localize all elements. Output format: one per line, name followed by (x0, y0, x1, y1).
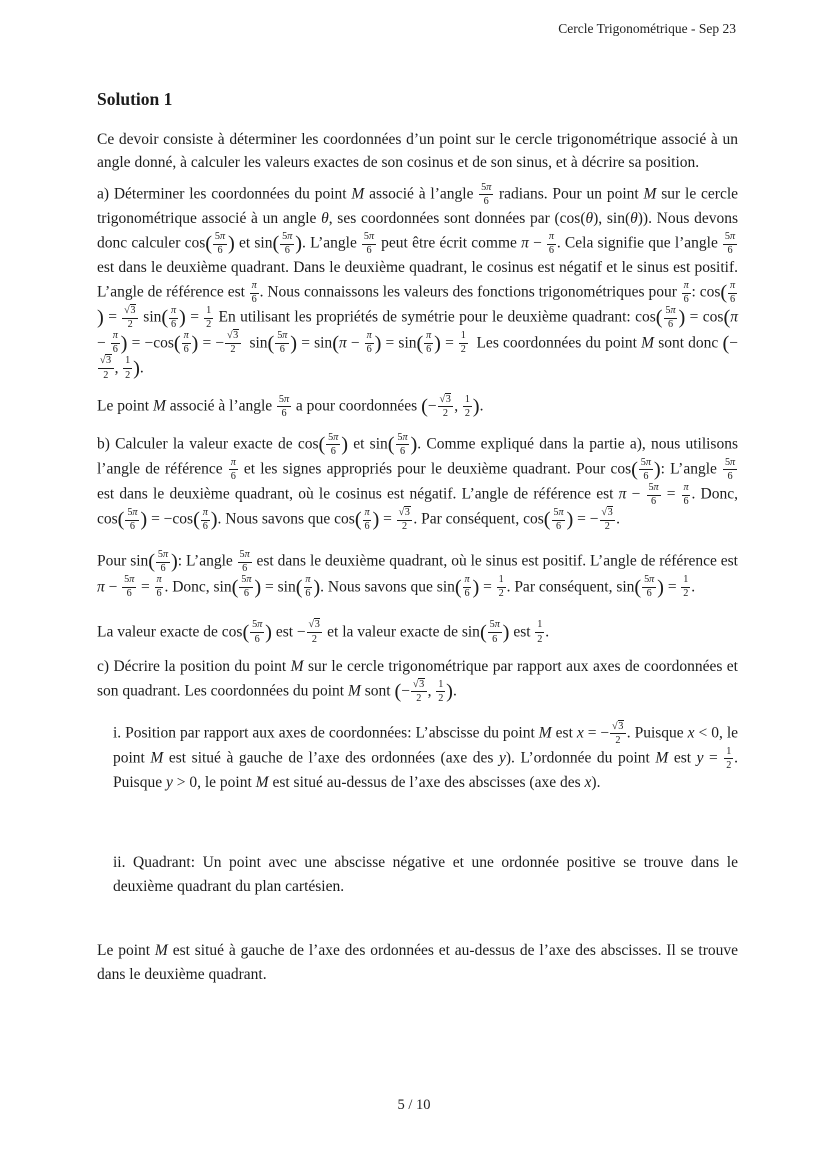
paragraph-part-b-cos: b) Calculer la valeur exacte de cos( $\frac{5\pi}{6}$ ) et sin( $\frac{5\pi}{6}$ ). Comme expliqué dans la partie a), nous utilisons l’angle de référence $\frac{\pi}{6}$ et les signes appropriés pour le deuxième quadrant. Pour cos( $\frac{5\pi}{6}$ ): L’angle $\frac{5\pi}{6}$ est dans le deuxième quadrant, où le cosinus est négatif. L’angle de référence est π − $\frac{5\pi}{6}$ = $\frac{\pi}{6}$ . Donc, cos( $\frac{5\pi}{6}$ ) = −cos( $\frac{\pi}{6}$ ). Nous savons que cos( $\frac{\pi}{6}$ ) = $\frac{√3}{2}$ . Par conséquent, cos( $\frac{5\pi}{6}$ ) = − $\frac{√3}{2}$ . (97, 431, 738, 533)
paragraph-part-b-sin: Pour sin( $\frac{5\pi}{6}$ ): L’angle $\frac{5\pi}{6}$ est dans le deuxième quadrant, où le sinus est positif. L’angle de référence est π − $\frac{5\pi}{6}$ = $\frac{\pi}{6}$ . Donc, sin( $\frac{5\pi}{6}$ ) = sin( $\frac{\pi}{6}$ ). Nous savons que sin( $\frac{\pi}{6}$ ) = $\frac{1}{2}$ . Par conséquent, sin( $\frac{5\pi}{6}$ ) = $\frac{1}{2}$ . (97, 549, 738, 600)
paragraph-item-i: i. Position par rapport aux axes de coordonnées: L’abscisse du point M est x = − $\frac{√3}{2}$ . Puisque x < 0, le point M est situé à gauche de l’axe des ordonnées (axe des y). L’ordonnée du point M est y = $\frac{1}{2}$ . Puisque y > 0, le point M est situé au-dessus de l’axe des abscisses (axe des x). (113, 720, 739, 792)
paragraph-item-ii: ii. Quadrant: Un point avec une abscisse négative et une ordonnée positive se trouve dans le deuxième quadrant du plan cartésien. (113, 854, 738, 896)
paragraph-intro: Ce devoir consiste à déterminer les coordonnées d’un point sur le cercle trigonométrique associé à un angle donné, à calculer les valeurs exactes de son cosinus et de son sinus, et à décrire sa position. (97, 131, 738, 171)
paragraph-part-c: c) Décrire la position du point M sur le cercle trigonométrique par rapport aux axes de coordonnées et son quadrant. Les coordonnées du point M sont (− $\frac{√3}{2}$ , $\frac{1}{2}$ ). (97, 657, 738, 704)
document-body (97, 0, 738, 987)
paragraph-result-a: Le point M associé à l’angle $\frac{5\pi}{6}$ a pour coordonnées (− $\frac{√3}{2}$ , $\frac{1}{2}$ ). (97, 393, 484, 419)
paragraph-conclusion: Le point M est situé à gauche de l’axe des ordonnées et au-dessus de l’axe des abscisses. Il se trouve dans le deuxième quadrant. (97, 942, 738, 984)
document-header-title: Cercle Trigonométrique - Sep 23 (558, 21, 736, 36)
paragraph-part-a: a) Déterminer les coordonnées du point M associé à l’angle $\frac{5\pi}{6}$ radians. Pour un point M sur le cercle trigonométrique associé à un angle θ, ses coordonnées sont données par (cos(θ), sin(θ)). Nous devons donc calculer cos( $\frac{5\pi}{6}$ ) et sin( $\frac{5\pi}{6}$ ). L’angle $\frac{5\pi}{6}$ peut être écrit comme π − $\frac{\pi}{6}$ . Cela signifie que l’angle $\frac{5\pi}{6}$ est dans le deuxième quadrant. Dans le deuxième quadrant, le cosinus est négatif et le sinus est positif. L’angle de référence est $\frac{\pi}{6}$ . Nous connaissons les valeurs des fonctions trigonométriques pour $\frac{\pi}{6}$ : cos( $\frac{\pi}{6}$ ) = $\frac{√3}{2}$ sin( $\frac{\pi}{6}$ ) = $\frac{1}{2}$ En utilisant les propriétés de symétrie pour le deuxième quadrant: cos( $\frac{5\pi}{6}$ ) = cos(π − $\frac{\pi}{6}$ ) = −cos( $\frac{\pi}{6}$ ) = − $\frac{√3}{2}$ sin( $\frac{5\pi}{6}$ ) = sin(π − $\frac{\pi}{6}$ ) = sin( $\frac{\pi}{6}$ ) = $\frac{1}{2}$ Les coordonnées du point M sont donc (− $\frac{√3}{2}$ , $\frac{1}{2}$ ). (97, 181, 739, 381)
solution-title: Solution 1 (97, 89, 173, 109)
paragraph-result-b: La valeur exacte de cos( $\frac{5\pi}{6}$ ) est − $\frac{√3}{2}$ et la valeur exacte de sin( $\frac{5\pi}{6}$ ) est $\frac{1}{2}$ . (97, 619, 550, 645)
page-number: 5 / 10 (397, 1097, 431, 1113)
